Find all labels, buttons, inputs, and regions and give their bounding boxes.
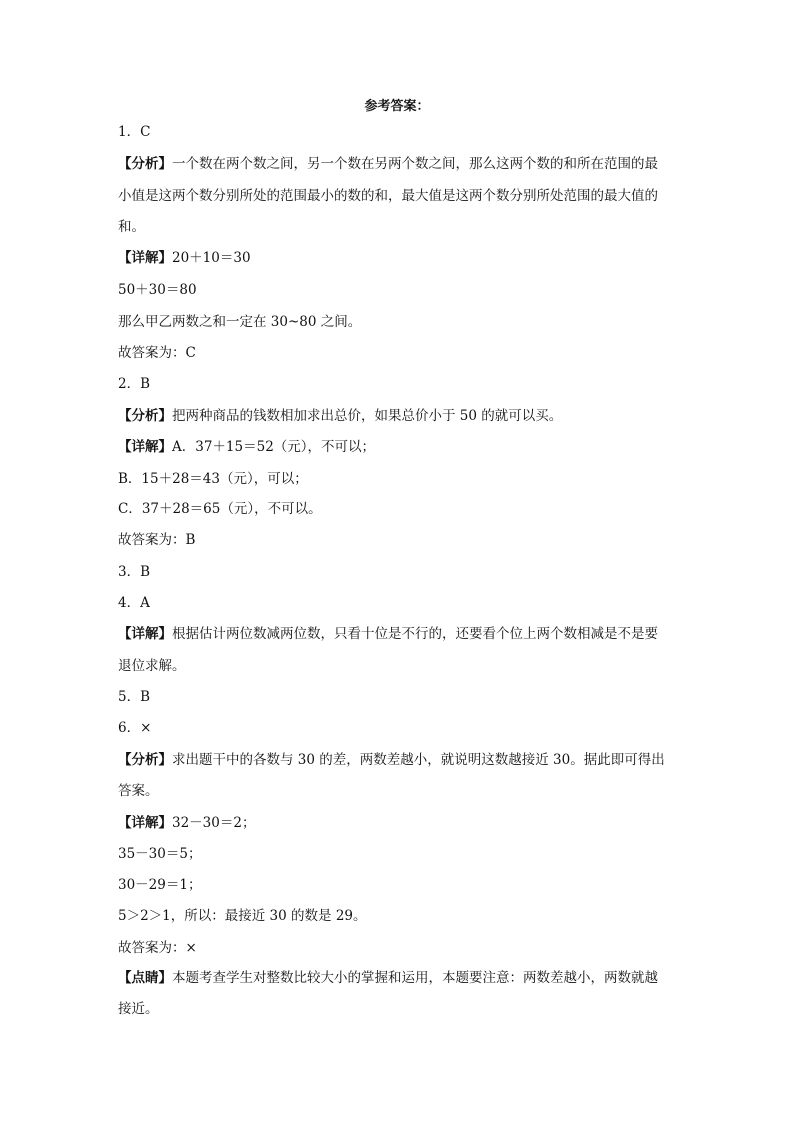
line-tag: 【详解】 [118, 250, 172, 266]
line-text: 小值是这两个数分别所处的范围最小的数的和，最大值是这两个数分别所处范围的最大值的 [118, 188, 658, 204]
answer-line [118, 374, 688, 394]
line-text: 求出题干中的各数与 30 的差，两数差越小，就说明这数越接近 30。据此即可得出 [172, 752, 665, 768]
line-tag: 【分析】 [118, 408, 172, 424]
line-text: 本题考查学生对整数比较大小的掌握和运用，本题要注意：两数差越小，两数就越 [172, 970, 658, 986]
line-text: 2．B [118, 376, 151, 392]
detail-line [118, 248, 688, 268]
text-line [118, 312, 688, 332]
line-text: 故答案为：× [118, 940, 197, 956]
line-text: 5＞2＞1，所以：最接近 30 的数是 29。 [118, 908, 367, 924]
text-line [118, 469, 688, 489]
line-text: 3．B [118, 564, 151, 580]
text-line [118, 999, 688, 1019]
answer-line [118, 718, 688, 738]
line-text: B．15＋28＝43（元），可以； [118, 471, 308, 487]
answer-line [118, 562, 688, 582]
line-text: 20＋10＝30 [172, 250, 251, 266]
text-line [118, 217, 688, 237]
text-line [118, 938, 688, 958]
line-text: 把两种商品的钱数相加求出总价，如果总价小于 50 的就可以买。 [172, 408, 563, 424]
text-line [118, 343, 688, 363]
detail-line [118, 624, 688, 644]
text-line [118, 499, 688, 519]
line-text: 故答案为：B [118, 532, 196, 548]
line-text: 根据估计两位数减两位数，只看十位是不行的，还要看个位上两个数相减是不是要 [172, 626, 658, 642]
note-line [118, 968, 688, 988]
line-text: 一个数在两个数之间，另一个数在另两个数之间，那么这两个数的和所在范围的最 [172, 156, 658, 172]
line-text: C．37＋28＝65（元），不可以。 [118, 501, 322, 517]
line-text: 退位求解。 [118, 658, 186, 674]
line-text: 和。 [118, 219, 145, 235]
line-text: 答案。 [118, 783, 159, 799]
analysis-line [118, 154, 688, 174]
line-text: 5．B [118, 689, 151, 705]
line-text: 接近。 [118, 1001, 159, 1017]
text-line [118, 781, 688, 801]
line-tag: 【详解】 [118, 626, 172, 642]
text-line [118, 186, 688, 206]
line-text: 35－30＝5； [118, 846, 202, 862]
text-line [118, 656, 688, 676]
text-line [118, 280, 688, 300]
line-tag: 【分析】 [118, 156, 172, 172]
line-tag: 【分析】 [118, 752, 172, 768]
detail-line [118, 437, 688, 457]
analysis-line [118, 406, 688, 426]
text-line [118, 875, 688, 895]
line-text: 6．× [118, 720, 152, 736]
answer-line [118, 687, 688, 707]
text-line [118, 906, 688, 926]
line-tag: 【详解】 [118, 815, 172, 831]
analysis-line [118, 750, 688, 770]
line-tag: 【详解】 [118, 439, 172, 455]
line-text: 4．A [118, 595, 150, 611]
line-text: A．37＋15＝52（元），不可以； [172, 439, 376, 455]
line-text: 32－30＝2； [172, 815, 256, 831]
line-text: 1．C [118, 124, 151, 140]
line-text: 那么甲乙两数之和一定在 30~80 之间。 [118, 314, 362, 330]
text-line [118, 844, 688, 864]
detail-line [118, 813, 688, 833]
line-text: 50＋30＝80 [118, 282, 197, 298]
text-line [118, 530, 688, 550]
answer-line [118, 122, 688, 142]
answer-line [118, 593, 688, 613]
line-tag: 【点睛】 [118, 970, 172, 986]
line-text: 30－29＝1； [118, 877, 202, 893]
line-text: 故答案为：C [118, 345, 196, 361]
page-title: 参考答案： [364, 99, 430, 114]
